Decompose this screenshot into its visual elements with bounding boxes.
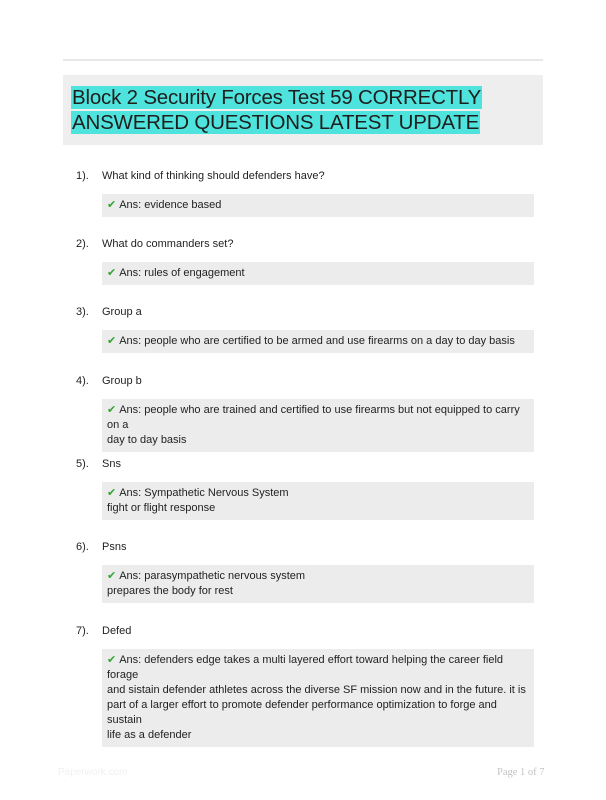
answer-box — [102, 649, 534, 747]
question-number: 1). — [76, 170, 89, 182]
answer-line: Ans: people who are trained and certified to use firearms but not equipped to carry on a — [107, 404, 520, 431]
answer-line: Ans: parasympathetic nervous system — [119, 570, 306, 582]
answer-line: day to day basis — [107, 434, 187, 446]
check-icon: ✔ — [107, 570, 117, 582]
top-divider — [63, 59, 543, 61]
check-icon: ✔ — [107, 654, 117, 666]
answer-line: Ans: evidence based — [119, 199, 222, 211]
title-text: Block 2 Security Forces Test 59 CORRECTLY ANSWERED QUESTIONS LATEST UPDATE — [72, 86, 482, 134]
answer-line: prepares the body for rest — [107, 585, 233, 597]
question-number: 2). — [76, 238, 89, 250]
check-icon: ✔ — [107, 199, 117, 211]
question-text: What kind of thinking should defenders have? — [102, 170, 325, 182]
answer-line: part of a larger effort to promote defender performance optimization to forge and sustain — [107, 699, 497, 726]
question-text: Defed — [102, 625, 132, 637]
answer-line: Ans: Sympathetic Nervous System — [119, 487, 289, 499]
question-text: What do commanders set? — [102, 238, 234, 250]
check-icon: ✔ — [107, 335, 117, 347]
answer-line: and sistain defender athletes across the diverse SF mission now and in the future. it is — [107, 684, 526, 696]
check-icon: ✔ — [107, 487, 117, 499]
footer-watermark: Paperwork.com — [58, 767, 128, 778]
question-number: 4). — [76, 375, 89, 387]
answer-line: Ans: rules of engagement — [119, 267, 245, 279]
answer-box — [102, 482, 534, 520]
answer-line: life as a defender — [107, 729, 192, 741]
answer-box — [102, 399, 534, 452]
answer-box — [102, 330, 534, 353]
question-text: Group b — [102, 375, 142, 387]
question-number: 7). — [76, 625, 89, 637]
question-number: 5). — [76, 458, 89, 470]
answer-line: fight or flight response — [107, 502, 216, 514]
answer-line: Ans: defenders edge takes a multi layered effort toward helping the career field forage — [107, 654, 504, 681]
answer-line: Ans: people who are certified to be armed and use firearms on a day to day basis — [119, 335, 515, 347]
answer-box — [102, 194, 534, 217]
check-icon: ✔ — [107, 267, 117, 279]
question-number: 6). — [76, 541, 89, 553]
answer-box — [102, 565, 534, 603]
question-number: 3). — [76, 306, 89, 318]
answer-box — [102, 262, 534, 285]
question-text: Group a — [102, 306, 142, 318]
page-number: Page 1 of 7 — [497, 767, 545, 778]
question-text: Psns — [102, 541, 127, 553]
question-text: Sns — [102, 458, 121, 470]
title-banner — [63, 75, 543, 145]
check-icon: ✔ — [107, 404, 117, 416]
page-title — [71, 85, 535, 135]
